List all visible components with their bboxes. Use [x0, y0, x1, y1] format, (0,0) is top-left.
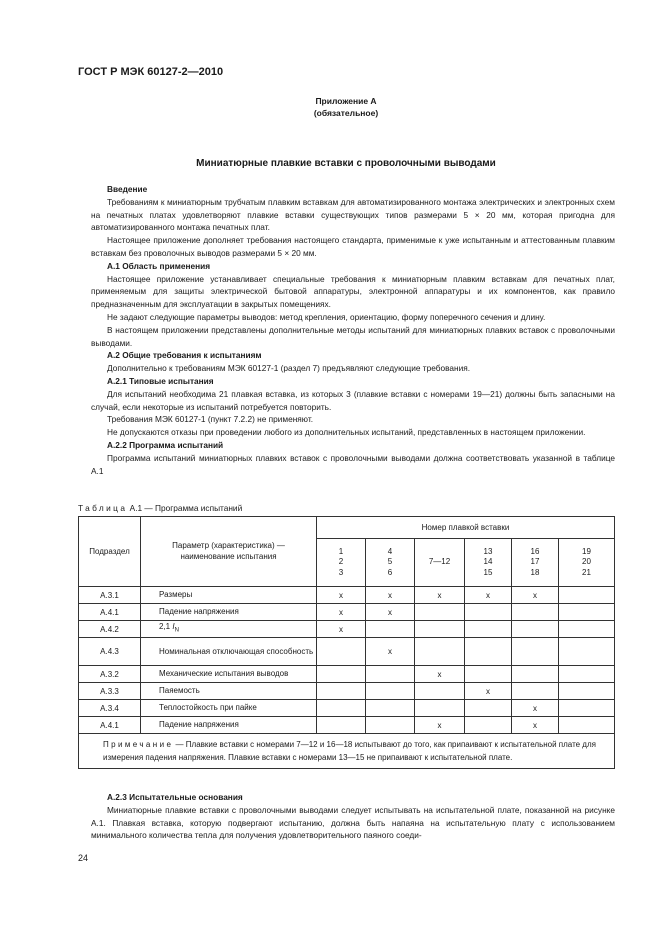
row-mark	[465, 700, 512, 717]
row-parameter: Падение напряжения	[141, 717, 317, 734]
row-mark: x	[465, 683, 512, 700]
row-mark: x	[512, 587, 559, 604]
intro-heading: Введение	[107, 184, 148, 194]
row-mark	[465, 604, 512, 621]
row-mark	[415, 638, 465, 666]
row-mark	[512, 604, 559, 621]
section-a1-paragraph-1: Настоящее приложение устанавливает специальные требования к миниатюрным плавким вставкам для печатных плат, применяемым для защиты электрической бытовой аппаратуры, электронной аппаратуры и их компонентов, как правило предназначенным для эксплуатации в закрытых помещениях.	[91, 273, 615, 310]
row-mark: x	[317, 604, 366, 621]
row-mark	[415, 700, 465, 717]
row-section: А.3.4	[79, 700, 141, 717]
row-section: А.3.1	[79, 587, 141, 604]
row-mark	[366, 717, 415, 734]
table-row	[79, 621, 615, 638]
section-a22-paragraph-1: Программа испытаний миниатюрных плавких вставок с проволочными выводами должна соответствовать указанной в таблице А.1	[91, 452, 615, 476]
table-note	[79, 734, 615, 769]
table-row	[79, 587, 615, 604]
header-group-cell: 16 17 18	[512, 539, 559, 587]
section-a1-paragraph-2: Не задают следующие параметры выводов: метод крепления, ориентацию, форму поперечного сечения и длину.	[107, 311, 546, 322]
row-mark: x	[512, 717, 559, 734]
row-mark	[317, 717, 366, 734]
table-row	[79, 638, 615, 666]
row-mark	[512, 683, 559, 700]
row-mark: x	[366, 587, 415, 604]
table-caption-text: А.1 — Программа испытаний	[129, 503, 243, 513]
section-a22-heading: А.2.2 Программа испытаний	[107, 439, 224, 450]
row-mark	[559, 638, 615, 666]
row-section: А.4.2	[79, 621, 141, 638]
table-caption-word: Таблица	[78, 503, 128, 513]
header-group-cell: 1 2 3	[317, 539, 366, 587]
row-mark	[317, 638, 366, 666]
table-row	[79, 683, 615, 700]
table-row	[79, 700, 615, 717]
row-section: А.4.3	[79, 638, 141, 666]
row-mark	[366, 621, 415, 638]
row-mark: x	[415, 666, 465, 683]
row-mark: x	[317, 587, 366, 604]
row-parameter: Механические испытания выводов	[141, 666, 317, 683]
section-a23-paragraph-1: Миниатюрные плавкие вставки с проволочными выводами следует испытывать на испытательной плате, показанной на рисунке А.1. Плавкая вставка, которую подвергают испытанию, должна быть напаяна на испытательную плату с использованием минимального количества тепла для получения удовлетворительного паяного соеди-	[91, 804, 615, 841]
row-mark	[415, 683, 465, 700]
row-mark	[317, 700, 366, 717]
row-mark: x	[317, 621, 366, 638]
row-section: А.3.2	[79, 666, 141, 683]
header-parameter: Параметр (характеристика) — наименование испытания	[141, 517, 317, 587]
header-group-cell: 13 14 15	[465, 539, 512, 587]
section-a2-paragraph-1: Дополнительно к требованиям МЭК 60127-1 (раздел 7) предъявляют следующие требования.	[107, 363, 471, 374]
row-mark	[512, 666, 559, 683]
row-mark	[465, 638, 512, 666]
section-a21-paragraph-3: Не допускаются отказы при проведении любого из дополнительных испытаний, представленных в настоящем приложении.	[107, 427, 586, 438]
section-a23-heading: А.2.3 Испытательные основания	[107, 792, 243, 802]
intro-paragraph-2: Настоящее приложение дополняет требования настоящего стандарта, применимые к уже испытанным и аттестованным плавким вставкам без проволочных выводов размерами 5 × 20 мм.	[91, 235, 615, 258]
annex-status: (обязательное)	[313, 108, 379, 118]
row-mark: x	[465, 587, 512, 604]
row-mark	[366, 700, 415, 717]
row-mark	[317, 666, 366, 683]
section-a1-heading: А.1 Область применения	[107, 260, 211, 271]
row-mark: x	[512, 700, 559, 717]
page-number: 24	[78, 853, 89, 863]
row-mark	[559, 621, 615, 638]
table-row	[79, 717, 615, 734]
row-section: А.4.1	[79, 717, 141, 734]
row-parameter: 2,1 $I_N$	[141, 621, 317, 638]
row-mark	[559, 683, 615, 700]
row-section: А.3.3	[79, 683, 141, 700]
header-group-cell: 7—12	[415, 539, 465, 587]
section-a1-paragraph-3: В настоящем приложении представлены дополнительные методы испытаний для миниатюрных плавких вставок с проволочными выводами.	[91, 324, 615, 348]
section-a21-paragraph-1: Для испытаний необходима 21 плавкая вставка, из которых 3 (плавкие вставки с номерами 19—21) должны быть запасными на случай, если некоторые из испытаний потребуется повторить.	[91, 388, 615, 412]
row-mark	[559, 666, 615, 683]
row-section: А.4.1	[79, 604, 141, 621]
table-caption	[78, 503, 242, 513]
header-section: Подраздел	[79, 517, 141, 587]
row-mark: x	[366, 604, 415, 621]
row-parameter: Номинальная отключающая способность	[141, 638, 317, 666]
section-a23	[91, 791, 615, 842]
row-mark	[465, 666, 512, 683]
row-mark	[366, 683, 415, 700]
row-mark	[415, 604, 465, 621]
table-row	[79, 604, 615, 621]
row-mark	[415, 621, 465, 638]
row-parameter: Паяемость	[141, 683, 317, 700]
test-program-table	[78, 516, 615, 769]
row-parameter: Теплостойкость при пайке	[141, 700, 317, 717]
header-group-cell: 4 5 6	[366, 539, 415, 587]
row-mark	[512, 621, 559, 638]
section-a2-heading: А.2 Общие требования к испытаниям	[107, 350, 262, 361]
row-mark	[465, 621, 512, 638]
row-mark	[559, 587, 615, 604]
table-row	[79, 666, 615, 683]
note-word: Примечание	[103, 740, 174, 749]
row-mark	[559, 700, 615, 717]
row-mark: x	[415, 587, 465, 604]
row-mark: x	[415, 717, 465, 734]
row-mark	[465, 717, 512, 734]
row-parameter: Падение напряжения	[141, 604, 317, 621]
header-fuse-number: Номер плавкой вставки	[317, 517, 615, 539]
content-title: Миниатюрные плавкие вставки с проволочными выводами	[196, 158, 496, 169]
document-header: ГОСТ Р МЭК 60127-2—2010	[78, 66, 224, 78]
row-mark	[317, 683, 366, 700]
main-text	[91, 183, 615, 477]
section-a21-heading: А.2.1 Типовые испытания	[107, 375, 214, 386]
intro-paragraph-1: Требованиям к миниатюрным трубчатым плавким вставкам для автоматизированного монтажа электрических и электронных схем на печатных платах удовлетворяют плавкие вставки существующих типов размерами 5 × 20 мм, которая пригодна для автоматизированного монтажа печатных плат.	[91, 196, 615, 233]
row-mark	[366, 666, 415, 683]
header-group-cell: 19 20 21	[559, 539, 615, 587]
row-mark	[559, 604, 615, 621]
annex-title: Приложение А	[315, 96, 377, 106]
row-mark: x	[366, 638, 415, 666]
section-a21-paragraph-2: Требования МЭК 60127-1 (пункт 7.2.2) не применяют.	[107, 414, 314, 425]
row-mark	[512, 638, 559, 666]
note-text: — Плавкие вставки с номерами 7—12 и 16—18 испытывают до того, как припаивают к испытательной плате для измерения падения напряжения. Плавкие вставки с номерами 13—15 не припаивают к испытательной плате.	[103, 740, 596, 762]
row-parameter: Размеры	[141, 587, 317, 604]
row-mark	[559, 717, 615, 734]
